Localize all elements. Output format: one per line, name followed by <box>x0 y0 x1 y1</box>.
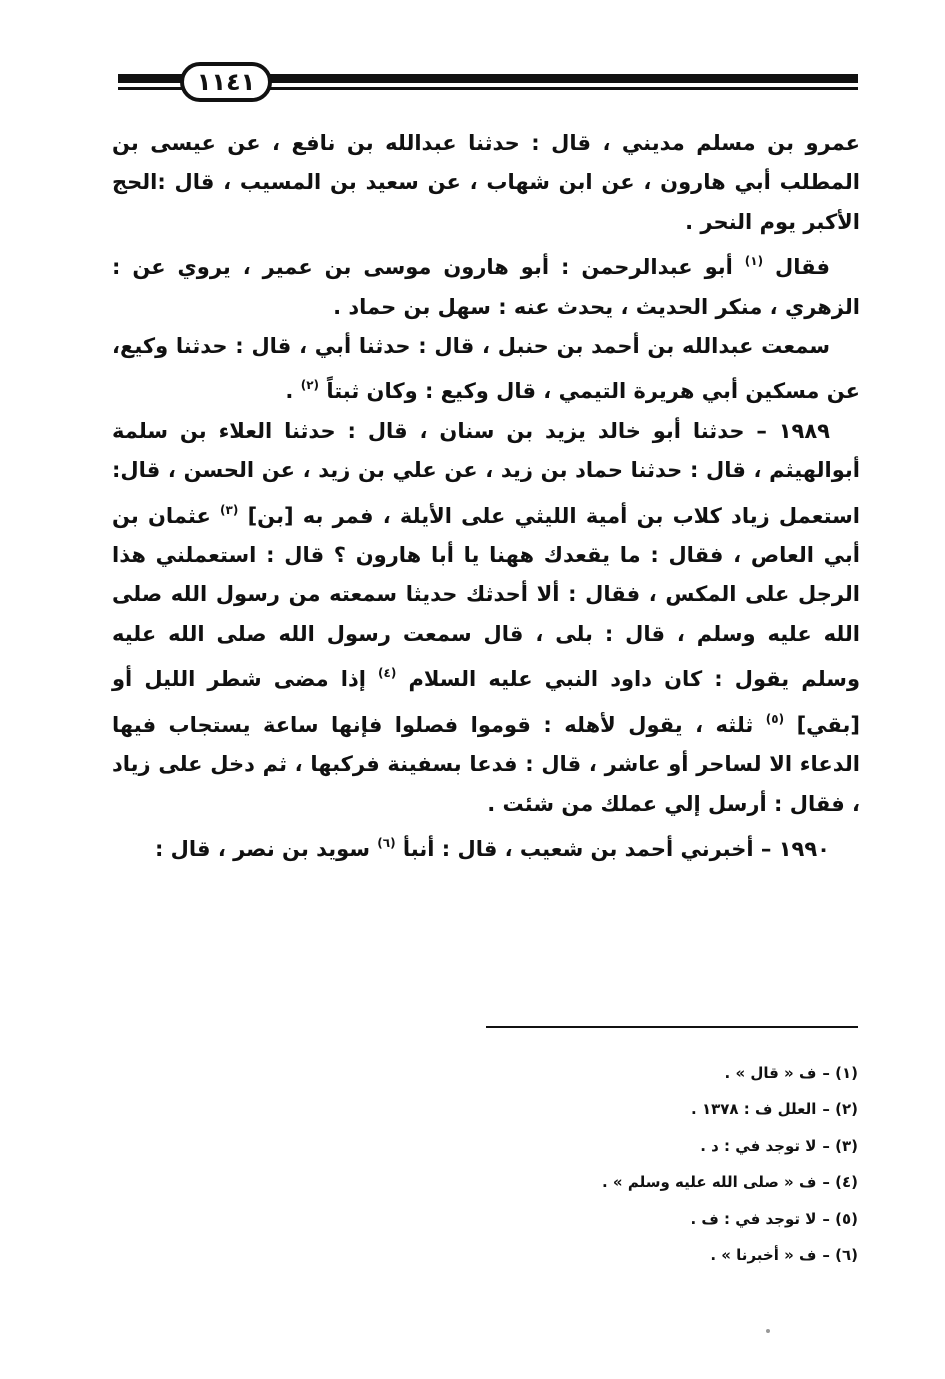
footnote-number: (١) – <box>822 1064 858 1082</box>
paragraph-1989-part-4: ثلثه ، يقول لأهله : قوموا فصلوا فإنها ساعة يستجاب فيها الدعاء الا لساحر أو عاشر ، قال : فدعا بسفينة فركبها ، ثم دخل على زياد ، فقال : أرسل إلي عملك من شئت . <box>112 712 860 816</box>
paragraph-1989-part-2: عثمان بن أبي العاص ، فقال : ما يقعدك ههنا يا أبا هارون ؟ قال : استعملني هذا الرجل على المكس ، فقال : ألا أحدثك حديثا سمعته من رسول الله صلى الله عليه وسلم ، قال : بلى ، قال سمعت رسول الله صلى الله عليه وسلم يقول : كان داود النبي عليه السلام <box>112 503 860 692</box>
paragraph-2-part-1: فقال <box>775 255 831 280</box>
footnote-number: (٥) – <box>822 1209 858 1228</box>
page-header <box>118 60 858 110</box>
paragraph-1990 <box>112 824 860 869</box>
paragraph-1989-part-1: ١٩٨٩ – حدثنا أبو خالد يزيد بن سنان ، قال : حدثنا العلاء بن سلمة أبوالهيثم ، قال : حدثنا حماد بن زيد ، عن علي بن زيد ، عن الحسن ، قال: استعمل زياد كلاب بن أمية الليثي على الأيلة ، فمر به [بن] <box>112 418 861 528</box>
footnote-text: لا توجد في : ف . <box>690 1209 817 1228</box>
footnote-text: العلل ف : ١٣٧٨ . <box>691 1100 817 1119</box>
footnote-text: لا توجد في : د . <box>700 1136 817 1155</box>
footnote-3 <box>400 1128 858 1164</box>
page-number: ١١٤١ <box>180 62 272 102</box>
paragraph-3 <box>112 327 860 412</box>
footnote-marker-6: (٦) <box>377 835 396 850</box>
footnote-1 <box>400 1055 858 1091</box>
footnote-text: ف « أخبرنا » . <box>710 1246 817 1265</box>
paragraph-1989 <box>112 412 860 824</box>
paragraph-1990-part-1: ١٩٩٠ – أخبرني أحمد بن شعيب ، قال : أنبأ <box>402 836 830 861</box>
footnote-text: ف « صلى الله عليه وسلم » . <box>602 1173 817 1192</box>
footnote-marker-1: (١) <box>744 254 764 269</box>
footnote-text: ف « قال » . <box>724 1064 817 1082</box>
paragraph-1: عمرو بن مسلم مديني ، قال : حدثنا عبدالله بن نافع ، عن عيسى بن المطلب أبي هارون ، عن ابن شهاب ، عن سعيد بن المسيب ، قال :الحج الأكبر يوم النحر . <box>112 131 860 234</box>
paragraph-2 <box>112 242 860 327</box>
footnote-number: (٤) – <box>822 1173 858 1192</box>
footnote-marker-3: (٣) <box>220 502 239 517</box>
paragraph-1990-part-2: سويد بن نصر ، قال : <box>154 836 370 861</box>
footnote-number: (٣) – <box>822 1136 858 1155</box>
paragraph-1989-part-3: إذا مضى شطر الليل أو [بقي] <box>112 667 861 737</box>
paragraph-3-part-1: سمعت عبدالله بن أحمد بن حنبل ، قال : حدثنا أبي ، قال : حدثنا وكيع، عن مسكين أبي هريرة التيمي ، قال وكيع : وكان ثبتاً <box>112 334 860 404</box>
paragraph-2-part-2: أبو عبدالرحمن : أبو هارون موسى بن عمير ، يروي عن : الزهري ، منكر الحديث ، يحدث عنه : سهل بن حماد . <box>112 255 860 319</box>
footnote-4 <box>400 1164 858 1200</box>
footnote-6 <box>400 1237 858 1273</box>
footnote-marker-5: (٥) <box>765 711 785 726</box>
footnote-5 <box>400 1201 858 1237</box>
footnote-separator <box>486 1026 858 1028</box>
footnote-2 <box>400 1091 858 1127</box>
paragraph-3-part-2: . <box>285 379 294 404</box>
footnotes <box>400 1055 858 1273</box>
main-text <box>112 124 860 869</box>
footnote-marker-4: (٤) <box>378 666 397 681</box>
footnote-number: (٦) – <box>822 1246 858 1265</box>
footnote-number: (٢) – <box>822 1100 858 1119</box>
scan-speck <box>766 1329 770 1333</box>
footnote-marker-2: (٢) <box>300 378 320 393</box>
